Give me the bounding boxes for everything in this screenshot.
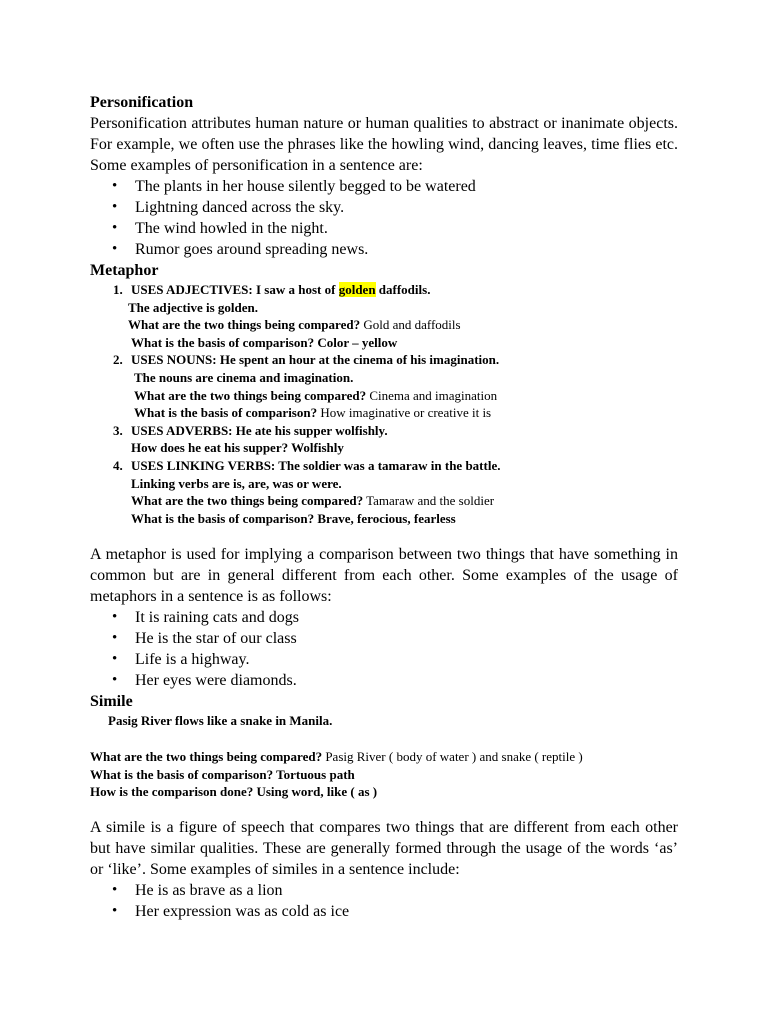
item-number: 1. xyxy=(113,282,123,297)
list-item: • He is the star of our class xyxy=(90,628,678,649)
list-item: • Life is a highway. xyxy=(90,649,678,670)
item-question: What is the basis of comparison? How imaginative or creative it is xyxy=(134,405,492,421)
list-item: • It is raining cats and dogs xyxy=(90,607,678,628)
personification-list xyxy=(90,176,678,260)
metaphor-item-3 xyxy=(90,422,678,440)
item-title: USES ADVERBS: He ate his supper wolfishly. xyxy=(131,422,388,438)
simile-question-3: How is the comparison done? Using word, like ( as ) xyxy=(90,784,378,800)
metaphor-item-1 xyxy=(90,281,678,299)
simile-list xyxy=(90,880,678,922)
personification-heading: Personification xyxy=(90,94,194,111)
metaphor-examples xyxy=(90,281,678,527)
metaphor-item-4 xyxy=(90,457,678,475)
simile-heading: Simile xyxy=(90,693,133,711)
metaphor-list xyxy=(90,607,678,691)
metaphor-item-2 xyxy=(90,351,678,369)
list-item: • The plants in her house silently begged to be watered xyxy=(90,176,678,197)
item-number: 4. xyxy=(113,457,123,473)
item-number: 2. xyxy=(113,352,123,368)
list-item: • The wind howled in the night. xyxy=(90,218,678,239)
item-number: 3. xyxy=(113,422,123,438)
list-item: • Rumor goes around spreading news. xyxy=(90,239,678,260)
item-question: What are the two things being compared? Cinema and imagination xyxy=(134,387,498,403)
item-title: USES ADJECTIVES: I saw a host of xyxy=(131,282,339,297)
item-title: USES LINKING VERBS: The soldier was a tamaraw in the battle. xyxy=(131,457,501,473)
simile-paragraph: A simile is a figure of speech that compares two things that are different from each other but have similar qualities. These are generally formed through the usage of the words ‘as’ or ‘like’. Some examples of similes in a sentence include: xyxy=(90,818,678,878)
item-line: Linking verbs are is, are, was or were. xyxy=(131,475,342,491)
document-page xyxy=(90,92,678,922)
item-title-end: daffodils. xyxy=(375,282,431,297)
simile-question-1: What are the two things being compared? Pasig River ( body of water ) and snake ( reptile ) xyxy=(90,748,583,764)
simile-question-2: What is the basis of comparison? Tortuous path xyxy=(90,766,355,782)
highlighted-word: golden xyxy=(338,282,376,297)
item-title: USES NOUNS: He spent an hour at the cinema of his imagination. xyxy=(131,352,500,368)
simile-example: Pasig River flows like a snake in Manila. xyxy=(108,713,333,729)
list-item: • Her expression was as cold as ice xyxy=(90,901,678,922)
list-item: • Her eyes were diamonds. xyxy=(90,670,678,691)
metaphor-heading: Metaphor xyxy=(90,262,159,279)
metaphor-paragraph: A metaphor is used for implying a comparison between two things that have something in common but are in general different from each other. Some examples of the usage of metaphors in a sentence is as follows: xyxy=(90,546,678,606)
item-question: What are the two things being compared? Gold and daffodils xyxy=(128,317,461,333)
list-item: • Lightning danced across the sky. xyxy=(90,197,678,218)
item-question: What are the two things being compared? Tamaraw and the soldier xyxy=(131,493,495,509)
item-line: The nouns are cinema and imagination. xyxy=(134,369,354,385)
personification-paragraph: Personification attributes human nature or human qualities to abstract or inanimate objects. For example, we often use the phrases like the howling wind, dancing leaves, time flies etc. Some examples of personification in a sentence are: xyxy=(90,115,678,174)
item-line: How does he eat his supper? Wolfishly xyxy=(131,440,344,456)
item-question: What is the basis of comparison? Color – yellow xyxy=(131,334,398,350)
list-item: • He is as brave as a lion xyxy=(90,880,678,901)
item-question: What is the basis of comparison? Brave, ferocious, fearless xyxy=(131,510,456,526)
item-line: The adjective is golden. xyxy=(128,299,258,315)
